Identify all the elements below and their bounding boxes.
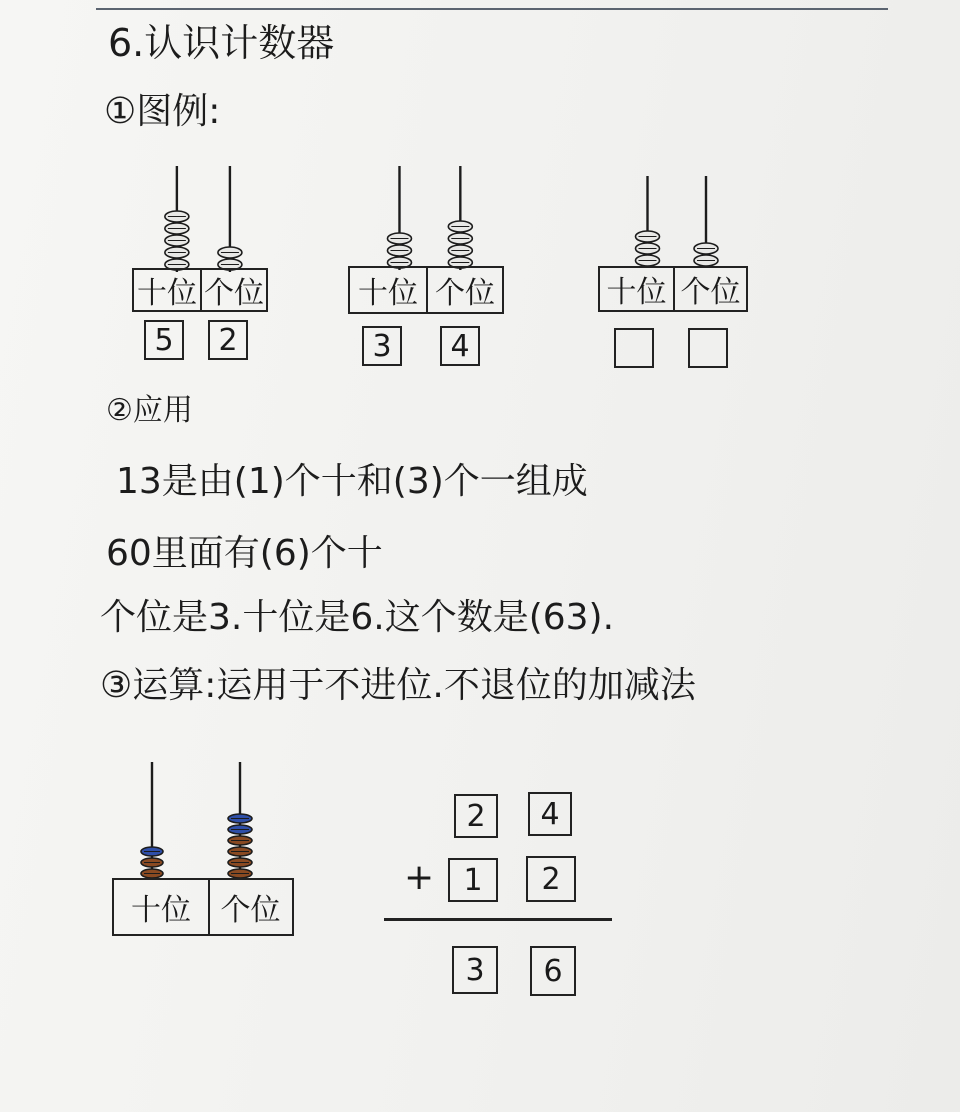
tens-place-label: 十位 [131, 893, 191, 928]
place-value-row-operation [112, 878, 294, 936]
place-value-row-3 [598, 266, 748, 312]
addend-bottom-ones: 2 [526, 856, 576, 902]
abacus-example-3 [598, 170, 748, 268]
abacus-example-2 [348, 160, 504, 270]
section-operation-heading: ③运算:运用于不进位.不退位的加减法 [100, 665, 696, 706]
tens-digit-box-empty [614, 328, 654, 368]
ones-digit-box-empty [688, 328, 728, 368]
tens-place-label: 十位 [606, 275, 667, 310]
section-legend-heading: ①图例: [104, 91, 221, 132]
tens-place-label: 十位 [137, 276, 197, 311]
abacus-example-1 [132, 160, 268, 272]
abacus-rods-2 [348, 160, 504, 270]
place-value-row-2 [348, 266, 504, 314]
page-title: 6.认识计数器 [108, 21, 335, 65]
ones-place-label: 个位 [426, 268, 502, 312]
application-line-2: 60里面有(6)个十 [106, 533, 383, 574]
application-line-3: 个位是3.十位是6.这个数是(63). [100, 597, 615, 638]
sum-ones: 6 [530, 946, 576, 996]
section-application-heading: ②应用 [106, 393, 193, 428]
tens-digit-box: 3 [362, 326, 402, 366]
tens-digit-box: 5 [144, 320, 184, 360]
ones-place-label: 个位 [673, 268, 746, 310]
plus-sign: + [404, 857, 435, 898]
ones-place-label: 个位 [208, 880, 291, 934]
addend-bottom-tens: 1 [448, 858, 498, 902]
application-line-1: 13是由(1)个十和(3)个一组成 [116, 461, 588, 502]
abacus-operation-rods [112, 756, 294, 880]
tens-place-label: 十位 [358, 276, 418, 311]
addend-top-tens: 2 [454, 794, 498, 838]
sum-tens: 3 [452, 946, 498, 994]
place-value-row-1 [132, 268, 268, 312]
top-ruled-line [96, 8, 888, 10]
ones-digit-box: 4 [440, 326, 480, 366]
ones-digit-box: 2 [208, 320, 248, 360]
abacus-rods-1 [132, 160, 268, 272]
abacus-operation [112, 756, 294, 880]
sum-line [384, 918, 612, 921]
addend-top-ones: 4 [528, 792, 572, 836]
abacus-rods-3 [598, 170, 748, 268]
ones-place-label: 个位 [200, 270, 266, 310]
